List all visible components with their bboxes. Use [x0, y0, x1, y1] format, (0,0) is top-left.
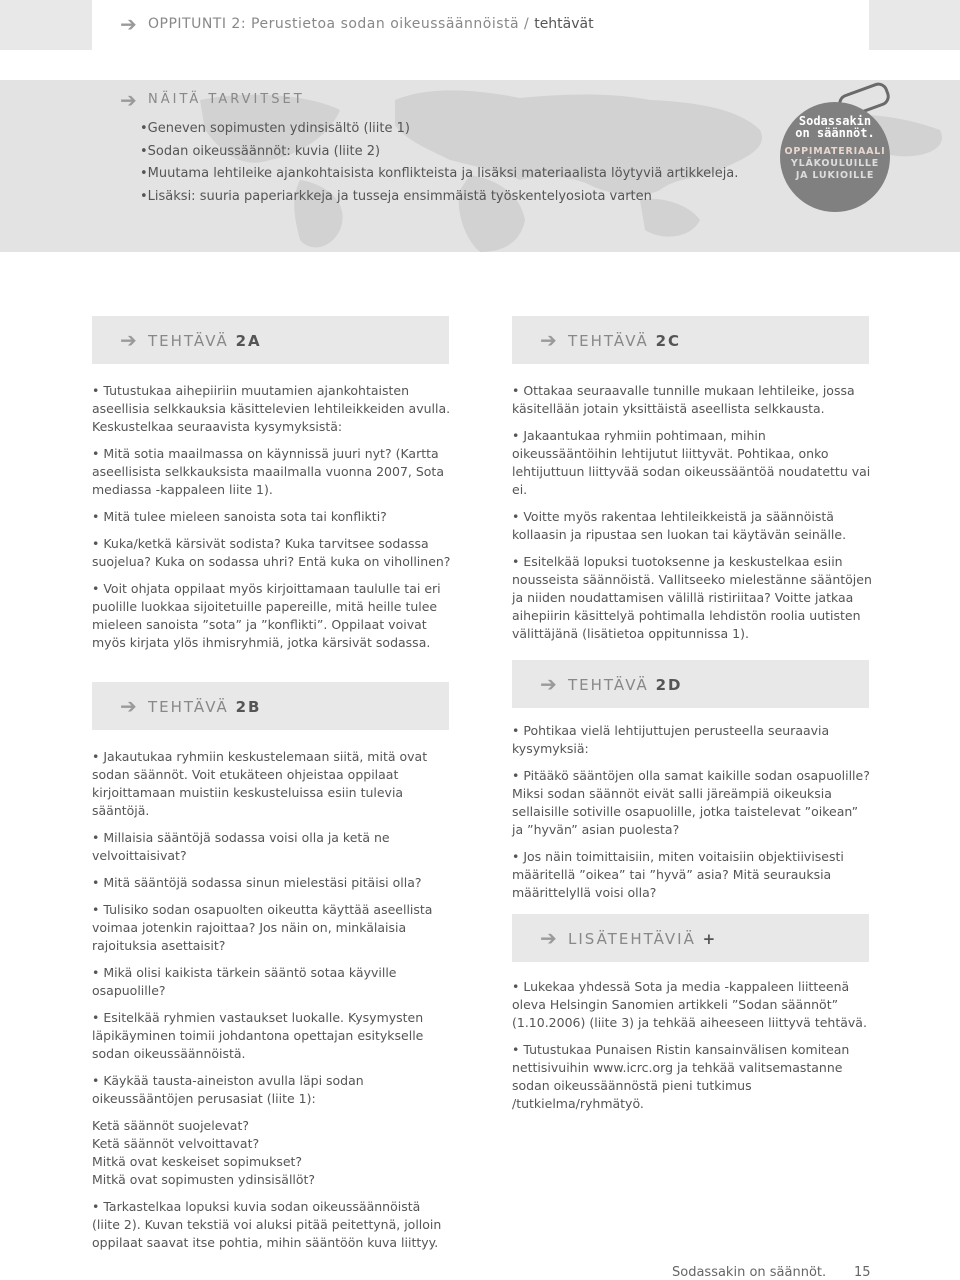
paragraph: • Tulisiko sodan osapuolten oikeutta käyttää aseellista voimaa jotenkin rajoittaa? Jos näin on, minkälaisia rajoituksia asettaisit? [92, 902, 433, 953]
paragraph: • Tutustukaa aihepiiriin muutamien ajankohtaisten aseellisia selkkauksia käsittelevien lehtileikkeiden avulla. Keskustelkaa seuraavista kysymyksistä: [92, 383, 451, 434]
paragraph: • Tarkastelkaa lopuksi kuvia sodan oikeussäännöistä (liite 2). Kuvan tekstiä voi aluksi pitää peitettynä, jolloin oppilaat saavat itse pohtia, mihin sääntöön kuva liittyy. [92, 1199, 442, 1250]
task-2a-body [92, 382, 452, 661]
lesson-title [148, 16, 594, 32]
task-2a-title: TEHTÄVÄ 2A [148, 332, 262, 350]
question-line: Ketä säännöt velvoittavat? [92, 1136, 260, 1151]
arrow-right-icon: ➔ [120, 328, 137, 352]
paragraph: • Kuka/ketkä kärsivät sodista? Kuka tarvitsee sodassa suojelua? Kuka on sodassa uhri? Entä kuka on vihollinen? [92, 536, 451, 569]
paragraph: • Mikä olisi kaikista tärkein sääntö sotaa käyville osapuolille? [92, 965, 397, 998]
task-2b-body [92, 748, 452, 1261]
task-2b-title: TEHTÄVÄ 2B [148, 698, 262, 716]
question-line: Mitkä ovat sopimusten ydinsisällöt? [92, 1172, 316, 1187]
paragraph: • Käykää tausta-aineiston avulla läpi sodan oikeussääntöjen perusasiat (liite 1): [92, 1073, 364, 1106]
arrow-right-icon: ➔ [120, 12, 137, 36]
extra-tasks-title: LISÄTEHTÄVIÄ + [568, 930, 718, 948]
brand-badge [780, 102, 890, 212]
task-2d-body [512, 722, 872, 911]
question-line: Mitkä ovat keskeiset sopimukset? [92, 1154, 303, 1169]
paragraph: • Mitä tulee mieleen sanoista sota tai konflikti? [92, 509, 387, 524]
task-2b-header [92, 682, 449, 730]
paragraph: • Voit ohjata oppilaat myös kirjoittamaan taululle tai eri puolille luokkaa sijoitetuille papereille, mitä heille tulee mieleen sanoista ”sota” ja ”konflikti”. Oppilaat voivat myös kirjata ylös ihmisryhmiä, jotka kärsivät sodassa. [92, 581, 441, 650]
task-2c-header [512, 316, 869, 364]
task-2c-body [512, 382, 872, 652]
badge-line: on säännöt. [795, 126, 875, 140]
paragraph: • Ottakaa seuraavalle tunnille mukaan lehtileike, jossa käsitellään jotain yksittäistä aseellista selkkausta. [512, 383, 855, 416]
task-2c-title: TEHTÄVÄ 2C [568, 332, 682, 350]
arrow-right-icon: ➔ [120, 694, 137, 718]
paragraph: • Lukekaa yhdessä Sota ja media -kappaleen liitteenä oleva Helsingin Sanomien artikkeli ”Sodan säännöt” (1.10.2006) (liite 3) ja tehkää aiheeseen liittyvä tehtävä. [512, 979, 867, 1030]
list-item: • Lisäksi: suuria paperiarkkeja ja tusseja ensimmäistä työskentelyosiota varten [140, 186, 738, 209]
paragraph: • Pohtikaa vielä lehtijuttujen perusteella seuraavia kysymyksiä: [512, 723, 830, 756]
list-item: • Muutama lehtileike ajankohtaisista konflikteista ja lisäksi materiaalista löytyviä artikkeleja. [140, 163, 738, 186]
lesson-suffix: tehtävät [534, 16, 594, 32]
paragraph: • Esitelkää lopuksi tuotoksenne ja keskustelkaa esiin nousseista säännöistä. Vallitseeko mielestänne sääntöjen ja niiden noudattamisen välillä ristiriitaa? Voitte jatkaa aihepiirin käsittelyä pohtimalla lehdistön roolia uutisten välittäjänä (lisätietoa oppitunnissa 1). [512, 554, 872, 641]
extra-tasks-header [512, 914, 869, 962]
paragraph: • Millaisia sääntöjä sodassa voisi olla ja ketä ne velvoittaisivat? [92, 830, 390, 863]
paragraph: • Jakautukaa ryhmiin keskustelemaan siitä, mitä ovat sodan säännöt. Voit etukäteen ohjeistaa oppilaat kirjoittamaan muistiin keskusteluissa esiin tulevia sääntöjä. [92, 749, 428, 818]
materials-list [140, 118, 738, 208]
badge-line: YLÄKOULUILLE [790, 158, 880, 169]
arrow-right-icon: ➔ [540, 672, 557, 696]
paragraph: • Esitelkää ryhmien vastaukset luokalle. Kysymysten läpikäyminen toimii johdantona opettajan esitykselle sodan oikeussäännöistä. [92, 1010, 424, 1061]
paragraph: • Pitääkö sääntöjen olla samat kaikille sodan osapuolille? Miksi sodan säännöt eivät salli järeämpiä oikeuksia sellaisille sotiville osapuolille, jotka taistelevat ”oikean” ja ”hyvän” asian puolesta? [512, 768, 870, 837]
paragraph: • Jos näin toimittaisiin, miten voitaisiin objektiivisesti määritellä ”oikea” tai ”hyvä” asia? Mitä seurauksia määrittelyllä voisi olla? [512, 849, 844, 900]
list-item: • Geneven sopimusten ydinsisältö (liite 1) [140, 118, 738, 141]
extra-tasks-body [512, 978, 872, 1122]
paragraph: • Voitte myös rakentaa lehtileikkeistä ja säännöistä kollaasin ja ripustaa sen luokan tai käytävän seinälle. [512, 509, 847, 542]
paragraph: • Jakaantukaa ryhmiin pohtimaan, mihin oikeussääntöihin lehtijutut liittyvät. Pohtikaa, onko lehtijuttuun liittyvää sodan oikeussääntöä noudatettu vai ei. [512, 428, 871, 497]
materials-title: NÄITÄ TARVITSET [148, 92, 305, 107]
task-2d-title: TEHTÄVÄ 2D [568, 676, 683, 694]
badge-line: Sodassakin [798, 114, 872, 128]
paragraph: • Mitä sääntöjä sodassa sinun mielestäsi pitäisi olla? [92, 875, 422, 890]
arrow-right-icon: ➔ [540, 328, 557, 352]
badge-line: OPPIMATERIAALI [784, 146, 886, 157]
paragraph: • Tutustukaa Punaisen Ristin kansainvälisen komitean nettisivuihin www.icrc.org ja tehkää valitsemastanne sodan oikeussäännöstä pieni tutkimus /tutkielma/ryhmätyö. [512, 1042, 850, 1111]
list-item: • Sodan oikeussäännöt: kuvia (liite 2) [140, 141, 738, 164]
page-number: 15 [854, 1265, 871, 1280]
footer-title: Sodassakin on säännöt. [672, 1265, 827, 1280]
lesson-label: OPPITUNTI 2: Perustietoa sodan oikeussäännöistä / [148, 16, 530, 32]
badge-line: JA LUKIOILLE [795, 170, 875, 181]
task-2d-header [512, 660, 869, 708]
paragraph: • Mitä sotia maailmassa on käynnissä juuri nyt? (Kartta aseellisista selkkauksista maailmalla vuonna 2007, Sota mediassa -kappaleen liite 1). [92, 446, 444, 497]
arrow-right-icon: ➔ [120, 88, 137, 112]
task-2a-header [92, 316, 449, 364]
question-line: Ketä säännöt suojelevat? [92, 1118, 250, 1133]
arrow-right-icon: ➔ [540, 926, 557, 950]
lesson-header-bar [0, 0, 960, 50]
